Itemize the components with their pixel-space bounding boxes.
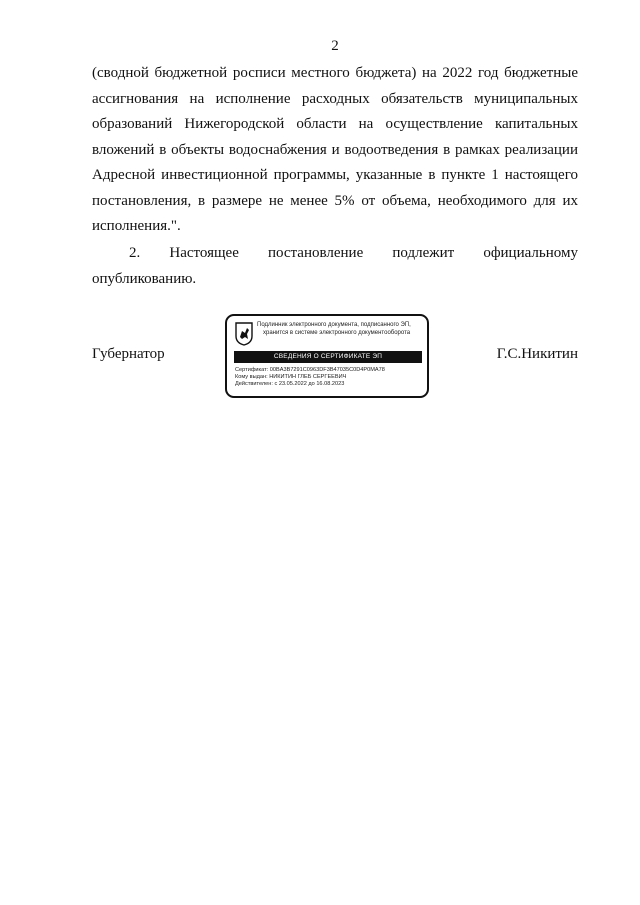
certificate-row [235, 367, 425, 374]
stamp-title: СВЕДЕНИЯ О СЕРТИФИКАТЕ ЭП [234, 351, 422, 363]
issued-to-value: НИКИТИН ГЛЕБ СЕРГЕЕВИЧ [269, 374, 347, 380]
stamp-header-line: Подлинник электронного документа, подписанного ЭП, [257, 322, 411, 328]
issued-to-label: Кому выдан: [235, 374, 268, 380]
certificate-value: 00BA3B7291C0963DF3B47035C0D4P0MA78 [269, 367, 385, 373]
paragraph-1 [92, 61, 578, 240]
stamp-details [235, 367, 425, 388]
issued-to-row [235, 374, 425, 381]
paragraph-1-line: исполнения.". [92, 218, 181, 234]
stamp-header-line: хранится в системе электронного документооборота [263, 329, 411, 336]
paragraph-2-number: 2. [129, 245, 141, 261]
signatory-name: Г.С.Никитин [496, 346, 578, 362]
paragraph-2-word: постановление [268, 245, 364, 261]
validity-row [235, 381, 425, 388]
paragraph-1-line: постановления, в размере не менее 5% от объема, необходимого для их [92, 192, 578, 209]
paragraph-2-continuation: опубликованию. [92, 270, 197, 287]
paragraph-1-line: вложений в объекты водоснабжения и водоотведения в рамках реализации [92, 141, 578, 158]
paragraph-2-word: подлежит [392, 245, 455, 261]
stamp-header [257, 322, 427, 337]
paragraph-2-word: официальному [483, 245, 578, 261]
electronic-signature-stamp [225, 314, 429, 398]
paragraph-2-first-line [92, 241, 578, 267]
signatory-role: Губернатор [92, 346, 165, 362]
validity-label: Действителен: [235, 381, 273, 387]
paragraph-1-line: Адресной инвестиционной программы, указанные в пункте 1 настоящего [92, 167, 578, 183]
paragraph-2-word: Настоящее [169, 245, 239, 261]
page-number: 2 [331, 38, 339, 54]
paragraph-1-line: образований Нижегородской области на осуществление капитальных [92, 116, 578, 132]
paragraph-1-line: ассигнования на исполнение расходных обязательств муниципальных [92, 90, 578, 107]
validity-value: с 23.05.2022 до 16.08.2023 [274, 381, 345, 387]
coat-of-arms-icon [235, 322, 253, 346]
paragraph-1-line: (сводной бюджетной росписи местного бюджета) на 2022 год бюджетные [92, 65, 578, 81]
paragraph-2 [92, 241, 578, 292]
certificate-label: Сертификат: [235, 367, 269, 373]
